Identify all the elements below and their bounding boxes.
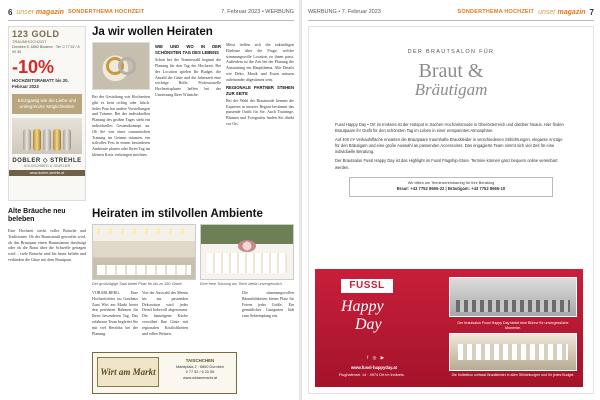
ad-kicker: DER BRAUTSALON FÜR bbox=[407, 49, 495, 55]
ad-discount-text: HOCHZEITSRABATT bis 20. Februar 2023 bbox=[12, 78, 69, 89]
photo-caption: Eine freie Trauung am Teich bleibt unvergesslich. bbox=[200, 282, 283, 286]
ring-icon bbox=[43, 129, 51, 151]
ad-address: Dornbirn 5, 6850 Bludenz · Tel. 0 77 52 / 8 90 45 bbox=[12, 45, 80, 54]
ad-website[interactable]: www.dobler-strehle.at bbox=[9, 170, 85, 176]
ring-icon bbox=[23, 129, 31, 151]
ad-dobler-sub: GOLDSCHMIED & JUWELIER bbox=[23, 164, 71, 169]
chandelier-icon bbox=[97, 228, 191, 234]
ring-icon bbox=[33, 129, 41, 151]
article-subheading: REGIONALE PARTNER STEHEN ZUR SEITE bbox=[226, 84, 294, 96]
silver-ring-icon bbox=[118, 57, 136, 75]
restaurant-phone: 0 77 52 / 6 20 55 bbox=[185, 370, 215, 375]
ad-paragraph: Der Brautsalon Fussl Happy Day ist das Highlight im Fussl Flagship-Store. Termine können ganz bequem online vereinbart werden. bbox=[335, 158, 558, 170]
ring-icon bbox=[63, 129, 71, 151]
left-header bbox=[8, 5, 294, 19]
header-divider bbox=[8, 20, 294, 21]
header-divider bbox=[308, 20, 594, 21]
article-text: Eine Hochzeit steckt voller Bräuche und Traditionen. Ob der Brautstrauß geworfen wird, ob das Brautpaar einen Baumstamm durchsägt oder ob die Braut über die Schwelle getragen wird – viele Bräuche sind bis heute beliebt und verbinden die Gäste mit dem Brautpaar. bbox=[8, 228, 86, 262]
side-article-column bbox=[8, 228, 86, 394]
ad-contact-phones[interactable]: Braut: +43 7752 8665-22 | Bräutigam: +43 7752 8665-10 bbox=[396, 186, 506, 192]
ad-body bbox=[309, 122, 593, 171]
jeweller-ad[interactable] bbox=[8, 26, 86, 201]
wedding-table-photo bbox=[200, 224, 294, 280]
ring-icon bbox=[53, 129, 61, 151]
ad-discount: -10% bbox=[12, 57, 55, 78]
article-text: Die stimmungsvollen Räumlichkeiten bieten Platz für Feiern jeder Größe. Ein gemütlicher Gastgarten lädt zum Sektempfang ein. bbox=[242, 290, 294, 319]
ad-paragraph: Auf 400 m² Verkaufsfläche erwarten die Brautpaare traumhafte Brautkleider in verschiedenen Stilrichtungen, elegante Anzüge für den Bräutigam und eine große Auswahl an passenden Accessoires. Das engagierte Team nimmt sich viel Zeit für eine individuelle Beratung. bbox=[335, 136, 563, 155]
restaurant-ad[interactable] bbox=[92, 352, 237, 394]
page-number: 6 bbox=[8, 7, 13, 17]
flowers-icon bbox=[238, 240, 256, 252]
article-column bbox=[155, 42, 221, 202]
ad-brand-sub: TRAUMHOCHZEIT bbox=[12, 39, 47, 44]
fussl-address: Flughafenstr. 14 · 4974 Ort im Innkreis bbox=[339, 373, 404, 377]
article-column bbox=[242, 290, 294, 394]
restaurant-website[interactable]: www.wirtammarkt.at bbox=[183, 375, 217, 380]
article-column bbox=[92, 94, 150, 202]
article-text: Bei der Wahl der Brautmode kennen die Experten in unserer Region bestimmt das passende Outfit für Sie. Auch Trauringe, Blumen und Fotografen finden Sie direkt vor Ort. bbox=[226, 97, 294, 126]
issue-date: 7. Februar 2023 • WERBUNG bbox=[221, 9, 294, 15]
ad-contact-heading: Wir bitten um Terminvereinbarung für Ihre Beratung bbox=[407, 180, 495, 185]
dresses-caption: Die Kollektion umfasst Brautkleider in allen Stilrichtungen und für jedes Budget. bbox=[451, 373, 575, 377]
social-icons[interactable]: f ◎ ▶ bbox=[367, 355, 386, 360]
dresses-photo bbox=[449, 333, 577, 371]
ad-dobler-logo: DOBLER ◇ STREHLE bbox=[12, 158, 82, 165]
article-text: Schon bei der Terminwahl beginnt die Planung für den Tag der Hochzeit. Bei der Location spielen Ihr Budget, die Anzahl der Gäste und die Jahreszeit eine wichtige Rolle. Professionelle Hochzeitsplaner helfen bei der Umsetzung Ihrer Wünsche. bbox=[155, 57, 221, 97]
ad-paragraph: Fussl Happy Day • Ort im Innkreis ist der Hotspot in Sachen Hochzeitsmode in Oberösterreich und darüber hinaus. Hier finden Brautpaare ihr Outfit für den schönsten Tag im Leben in einer entspannten Atmosphäre. bbox=[335, 121, 564, 133]
banquet-hall-photo bbox=[92, 224, 196, 280]
fussl-logo: FUSSL bbox=[341, 279, 393, 293]
restaurant-address: Marktplatz 2 · 6850 Dornbirn bbox=[175, 364, 225, 369]
ad-headline-braeutigam: Bräutigam bbox=[414, 80, 488, 99]
store-photo bbox=[449, 277, 577, 317]
ad-slogan-box: Einzigartig wie die Liebe und unbegrenzte Möglichkeiten bbox=[12, 94, 82, 115]
right-header bbox=[308, 5, 594, 19]
happy-day-script: Happy bbox=[341, 298, 384, 315]
restaurant-info bbox=[165, 358, 235, 382]
restaurant-label: TAISCHCHEN bbox=[185, 358, 215, 363]
article-title: Ja wir wollen Heiraten bbox=[92, 26, 213, 38]
special-topic: SONDERTHEMA HOCHZEIT bbox=[457, 9, 535, 15]
wedding-rings-photo bbox=[92, 42, 150, 90]
article-text: Bei der Gestaltung von Hochzeiten gibt es kein richtig oder falsch. Jedes Paar hat andere Vorstellungen und Träume. Bei der individuellen Planung des großen Tages steht ein individuelles Gesamtkonzept an. Ob Sie von einer romantischen Trauung im Grünen träumen, ein stilvolles Fest in einem besonderen Ambiente planen oder Ihren Tag im kleinen Kreis verbringen möchten. bbox=[92, 94, 150, 157]
side-article-title: Alte Bräuche neu beleben bbox=[8, 208, 66, 224]
restaurant-logo: Wirt am Markt bbox=[97, 357, 159, 387]
magazine-logo: unser magazin bbox=[16, 8, 64, 16]
article-column bbox=[92, 290, 138, 350]
article-subheading: WIE UND WO IN DER SCHÖNSTEN TAG DES LEBENS bbox=[155, 44, 221, 56]
fussl-website[interactable]: www.fussl-happyday.at bbox=[351, 365, 398, 370]
ad-brand: 123 GOLD bbox=[12, 29, 60, 39]
article-text: VORARLBERG. Eine Hochzeitsfeier im Gasthaus Zum Wirt am Markt bietet den perfekten Rahmen für Ihren besonderen Tag. Das erfahrene Team begleitet Sie mit viel Herzblut bei der Planung. bbox=[92, 290, 138, 336]
tables-graphic bbox=[97, 265, 191, 275]
page-number: 7 bbox=[589, 7, 594, 17]
special-topic: SONDERTHEMA HOCHZEIT bbox=[67, 9, 145, 15]
ad-contact-box bbox=[349, 177, 553, 197]
article-text: Meist treffen sich die zukünftigen Eheleute über die Frage, welche stimmungsvolle Location zu ihnen passt. Außerdem ist die Zeit bei der Planung der Ausstattung ein Hauptthema. Alle Details wie Deko, Musik und Essen müssen aufeinander abgestimmt sein. bbox=[226, 42, 294, 82]
article-column bbox=[142, 290, 188, 350]
photo-caption: Der großzügige Saal bietet Platz für bis zu 180 Gäste. bbox=[92, 282, 183, 286]
magazine-logo: unser magazin bbox=[538, 8, 586, 16]
article-column bbox=[226, 42, 294, 202]
right-page bbox=[302, 0, 600, 400]
store-caption: Der brautsalon Fussl Happy Day bietet eine Bühne für unvergessliche Momente. bbox=[457, 321, 569, 331]
happy-day-script: Day bbox=[355, 316, 382, 333]
issue-date: WERBUNG • 7. Februar 2023 bbox=[308, 9, 381, 15]
rings-image bbox=[12, 118, 82, 154]
ad-headline-braut: Braut & bbox=[418, 60, 484, 82]
fussl-banner bbox=[315, 269, 583, 387]
tablecloth-graphic bbox=[207, 253, 287, 273]
article-text: Von der Auswahl des Menüs bis zur passenden Dekoration wird jedes Detail liebevoll abgestimmt. Die hauseigene Küche verwöhnt Ihre Gäste mit regionalen Köstlichkeiten und edlen Weinen. bbox=[142, 290, 188, 336]
article-title: Heiraten im stilvollen Ambiente bbox=[92, 208, 263, 220]
bridal-salon-ad[interactable] bbox=[308, 26, 594, 394]
